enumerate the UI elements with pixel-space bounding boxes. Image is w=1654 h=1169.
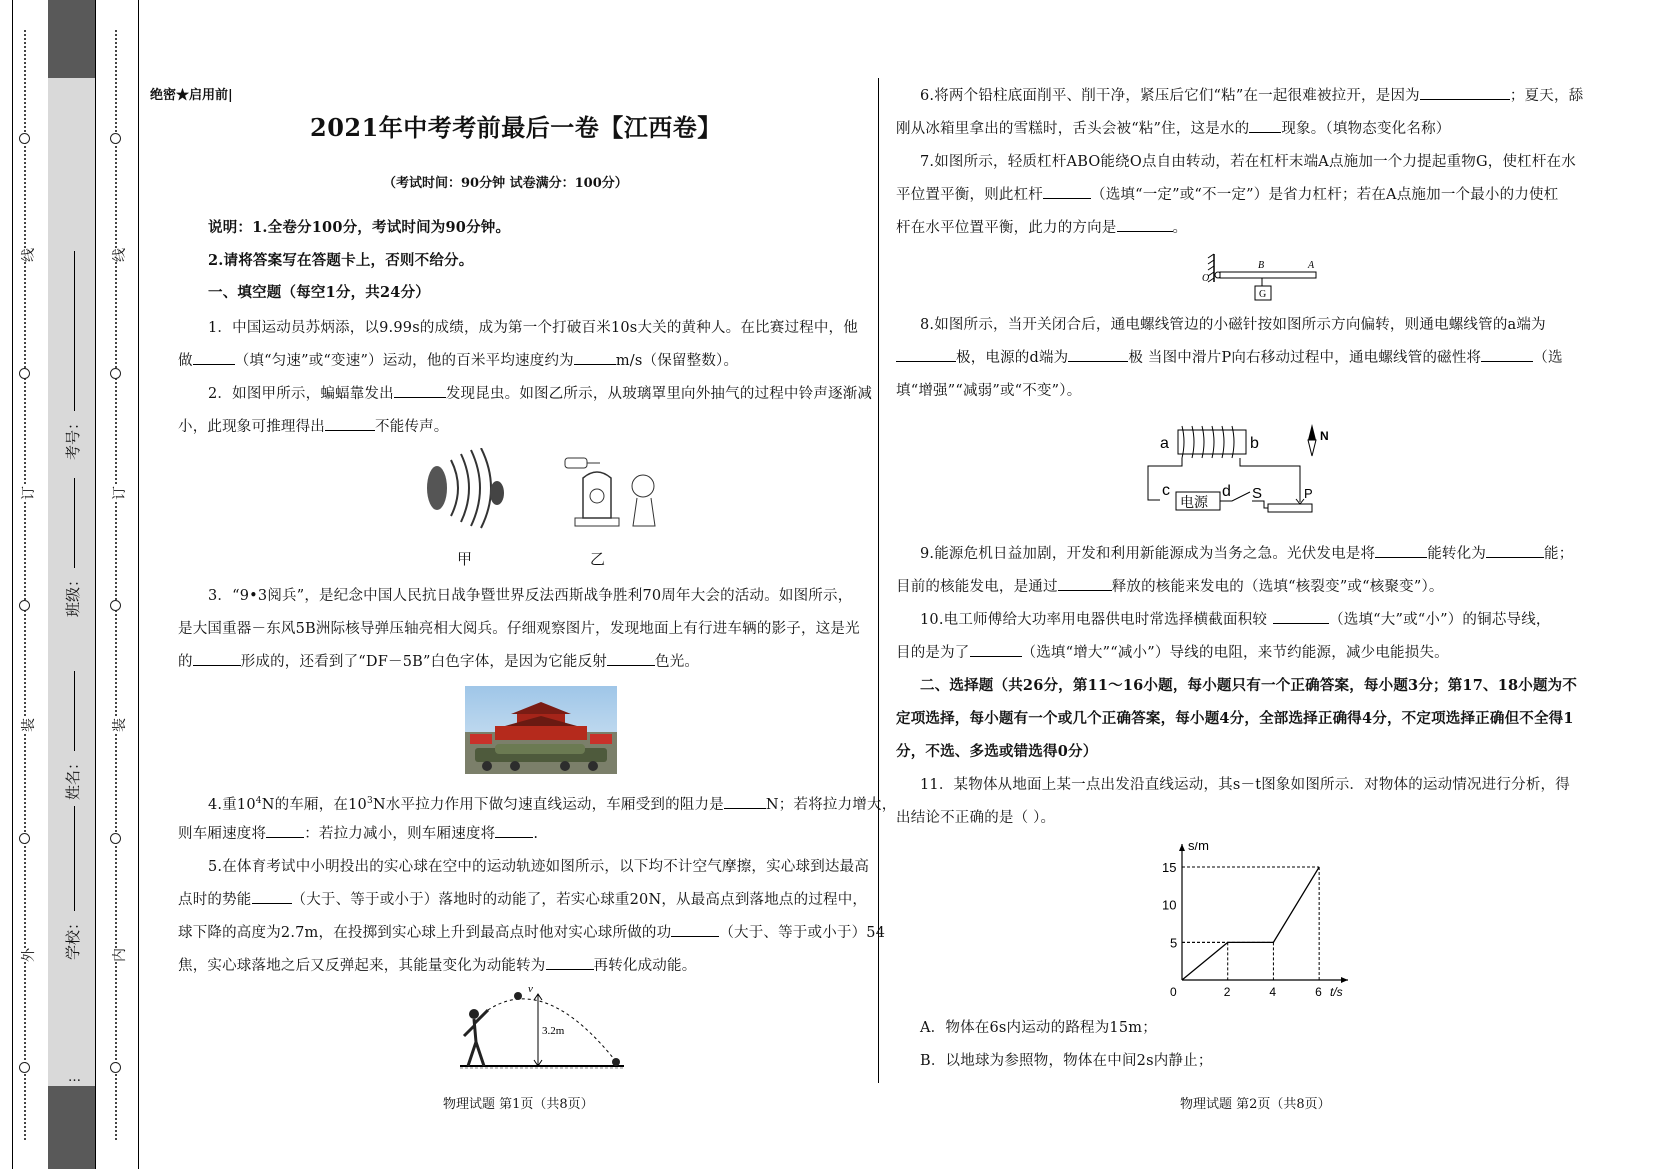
outer-char-wai: 外 xyxy=(18,948,38,962)
binding-strip xyxy=(0,0,138,1169)
footer-page-1: 物理试题 第1页（共8页） xyxy=(443,1097,594,1112)
q3-line1: 3．“9•3阅兵”，是纪念中国人民抗日战争暨世界反法西斯战争胜利70周年大会的活动。如图所示， xyxy=(208,588,853,604)
x-tick-label: 2 xyxy=(1223,985,1231,999)
coil-windings xyxy=(1182,426,1234,458)
field-name[interactable]: 姓名： xyxy=(62,667,83,800)
x-tick-label: 6 xyxy=(1315,985,1322,999)
circuit-label-d: d xyxy=(1222,483,1231,500)
q7-line1: 7.如图所示，轻质杠杆ABO能绕O点自由转动，若在杠杆末端A点施加一个力提起重物G，使杠杆在水 xyxy=(920,154,1576,170)
circle-mark xyxy=(110,368,121,379)
inner-char-ding: 订 xyxy=(109,486,129,500)
field-school[interactable]: 学校： xyxy=(62,802,83,960)
lever-label-b: B xyxy=(1258,260,1265,271)
strip-line xyxy=(12,0,13,1169)
note-1: 说明：1.全卷分100分，考试时间为90分钟。 xyxy=(208,219,511,236)
chart-series xyxy=(1182,867,1319,980)
x-axis-arrow xyxy=(1341,977,1348,983)
strip-ellipsis: … xyxy=(68,1070,81,1085)
slider-label-p: P xyxy=(1304,486,1313,501)
lever-label-g: G xyxy=(1259,289,1267,300)
velocity-label: v xyxy=(528,986,533,995)
q11-option-b: B．以地球为参照物，物体在中间2s内静止； xyxy=(920,1053,1213,1069)
secret-mark: 绝密★启用前| xyxy=(150,88,233,103)
q6-line2: 刚从冰箱里拿出的雪糕时，舌头会被“粘”住，这是水的 现象。（填物态变化名称） xyxy=(896,121,1451,137)
bat-sound-waves xyxy=(427,448,504,528)
page-title: 2021年中考考前最后一卷【江西卷】 xyxy=(310,113,722,142)
field-underline xyxy=(73,671,75,751)
compass-label-n: N xyxy=(1320,429,1329,443)
chart-y-label: s/m xyxy=(1188,842,1209,853)
coil-label-a: a xyxy=(1160,435,1169,452)
q5-line4: 焦，实心球落地之后又反弹起来，其能量变化为动能转为 再转化成动能。 xyxy=(178,958,697,974)
q2-line1: 2．如图甲所示，蝙蝠靠发出 发现昆虫。如图乙所示，从玻璃罩里向外抽气的过程中铃声逐渐减 xyxy=(208,386,873,402)
q11-line2: 出结论不正确的是（ ）。 xyxy=(896,810,1056,826)
field-underline xyxy=(73,478,75,568)
field-class[interactable]: 班级： xyxy=(62,474,83,617)
q7-line2: 平位置平衡，则此杠杆 （选填“一定”或“不一定”）是省力杠杆；若在A点施加一个最小的力使杠 xyxy=(896,187,1559,203)
inner-char-line: 线 xyxy=(109,248,129,262)
section-1-heading: 一、填空题（每空1分，共24分） xyxy=(208,284,430,301)
q8-line3: 填“增强”“减弱”或“不变”）。 xyxy=(896,383,1082,399)
y-axis-arrow xyxy=(1179,844,1185,851)
y-tick-label: 5 xyxy=(1170,935,1178,951)
q9-line2: 目前的核能发电，是通过 释放的核能来发电的（选填“核裂变”或“核聚变”）。 xyxy=(896,579,1444,595)
thrower-figure xyxy=(464,1009,488,1066)
series-line xyxy=(1182,867,1319,980)
parade-photo xyxy=(465,686,617,774)
q6-line1: 6.将两个铅柱底面削平、削干净，紧压后它们“粘”在一起很难被拉开，是因为 ；夏天，舔 xyxy=(920,88,1584,104)
switch-label-s: S xyxy=(1252,485,1263,502)
lever-figure xyxy=(1200,252,1320,306)
q4-line1: 4.重$10^4N$的车厢，在$10^3N$水平拉力作用下做匀速直线运动，车厢受到的阻力是 N；若将拉力增大， xyxy=(208,796,897,813)
strip-line xyxy=(95,0,96,1169)
x-tick-label: 0 xyxy=(1170,985,1177,999)
circle-mark xyxy=(110,833,121,844)
y-tick-label: 10 xyxy=(1162,897,1177,913)
q9-line1: 9.能源危机日益加剧，开发和利用新能源成为当务之急。光伏发电是将 能转化为 能； xyxy=(920,546,1574,562)
inner-char-zhuang: 装 xyxy=(109,718,129,732)
s-t-chart xyxy=(1160,842,1360,1002)
q5-trajectory-figure xyxy=(458,986,626,1072)
section-2-line3: 分，不选、多选或错选得0分） xyxy=(896,743,1098,760)
circle-mark xyxy=(19,1062,30,1073)
q8-line1: 8.如图所示，当开关闭合后，通电螺线管边的小磁针按如图所示方向偏转，则通电螺线管的a端为 xyxy=(920,317,1546,333)
section-2-line2: 定项选择，每小题有一个或几个正确答案，每小题4分，全部选择正确得4分，不定项选择正确但不全得1 xyxy=(896,710,1574,727)
q11-option-a: A．物体在6s内运动的路程为15m； xyxy=(920,1020,1157,1036)
x-tick-label: 4 xyxy=(1269,985,1277,999)
coil-label-b: b xyxy=(1250,435,1259,452)
q3-line3: 的 形成的，还看到了“DF－5B”白色字体，是因为它能反射 色光。 xyxy=(178,654,700,670)
strip-line xyxy=(138,0,139,1169)
lever-label-a: A xyxy=(1308,260,1315,271)
dotted-cut-line-outer xyxy=(24,30,26,1140)
q5-line1: 5.在体育考试中小明投出的实心球在空中的运动轨迹如图所示，以下均不计空气摩擦，实心球到达最高 xyxy=(208,859,870,875)
circuit-label-c: c xyxy=(1162,482,1170,499)
inner-char-nei: 内 xyxy=(109,948,129,962)
exam-subtitle: （考试时间：90分钟 试卷满分：100分） xyxy=(383,176,628,191)
circle-mark xyxy=(19,833,30,844)
q4-line2: 则车厢速度将 ：若拉力减小，则车厢速度将 . xyxy=(178,826,539,842)
caption-jia: 甲 xyxy=(457,550,473,568)
q1-line2: 做 （填“匀速”或“变速”）运动，他的百米平均速度约为 m/s（保留整数）。 xyxy=(178,353,739,369)
q2-line2: 小，此现象可推理得出 不能传声。 xyxy=(178,419,449,435)
gray-block-bottom xyxy=(48,1086,95,1169)
field-underline xyxy=(73,806,75,911)
q2-figure xyxy=(415,448,665,538)
chart-tick-labels xyxy=(1162,860,1322,999)
q8-line2: 极，电源的d端为 极 当图中滑片P向右移动过程中，通电螺线管的磁性将 （选 xyxy=(896,342,1563,375)
q10-line1: 10.电工师傅给大功率用电器供电时常选择横截面积较 （选填“大”或“小”）的铜芯导线， xyxy=(920,612,1551,628)
q1-line1: 1．中国运动员苏炳添，以9.99s的成绩，成为第一个打破百米10s大关的黄种人。在比赛过程中，他 xyxy=(208,320,858,336)
gray-block-top xyxy=(48,0,95,78)
circle-mark xyxy=(19,368,30,379)
section-2-line1: 二、选择题（共26分，第11～16小题，每小题只有一个正确答案，每小题3分；第17、18小题为不 xyxy=(920,677,1578,694)
height-label: 3.2m xyxy=(542,1025,565,1037)
circle-mark xyxy=(19,133,30,144)
chart-x-label: t/s xyxy=(1330,985,1343,999)
note-2: 2.请将答案写在答题卡上，否则不给分。 xyxy=(208,252,474,269)
field-exam-number[interactable]: 考号： xyxy=(62,247,83,460)
q7-line3: 杆在水平位置平衡，此力的方向是 。 xyxy=(896,220,1188,236)
q3-line2: 是大国重器－东风5B洲际核导弹压轴亮相大阅兵。仔细观察图片，发现地面上有行进车辆的影子，这是光 xyxy=(178,621,860,637)
y-tick-label: 15 xyxy=(1162,860,1177,876)
circle-mark xyxy=(110,1062,121,1073)
lever-label-o: O xyxy=(1202,273,1210,284)
circle-mark xyxy=(19,600,30,611)
outer-char-zhuang: 装 xyxy=(18,718,38,732)
dotted-cut-line-inner xyxy=(115,30,117,1140)
circle-mark xyxy=(110,600,121,611)
solenoid-circuit-figure xyxy=(1140,420,1340,524)
caption-yi: 乙 xyxy=(590,550,606,568)
field-underline xyxy=(73,251,75,411)
q11-line1: 11．某物体从地面上某一点出发沿直线运动，其s－t图象如图所示．对物体的运动情况进行分析，得 xyxy=(920,777,1570,793)
outer-char-ding: 订 xyxy=(18,486,38,500)
outer-char-line: 线 xyxy=(18,248,38,262)
bell-jar-apparatus xyxy=(565,458,655,526)
q5-line2: 点时的势能 （大于、等于或小于）落地时的动能了，若实心球重20N，从最高点到落地点的过程中， xyxy=(178,892,868,908)
footer-page-2: 物理试题 第2页（共8页） xyxy=(1180,1097,1331,1112)
q5-line3: 球下降的高度为2.7m，在投掷到实心球上升到最高点时他对实心球所做的功 （大于、等于或小于）54 xyxy=(178,925,886,941)
circle-mark xyxy=(110,133,121,144)
q10-line2: 目的是为了 （选填“增大”“减小”）导线的电阻，来节约能源，减少电能损失。 xyxy=(896,645,1449,661)
power-label: 电源 xyxy=(1180,495,1208,511)
